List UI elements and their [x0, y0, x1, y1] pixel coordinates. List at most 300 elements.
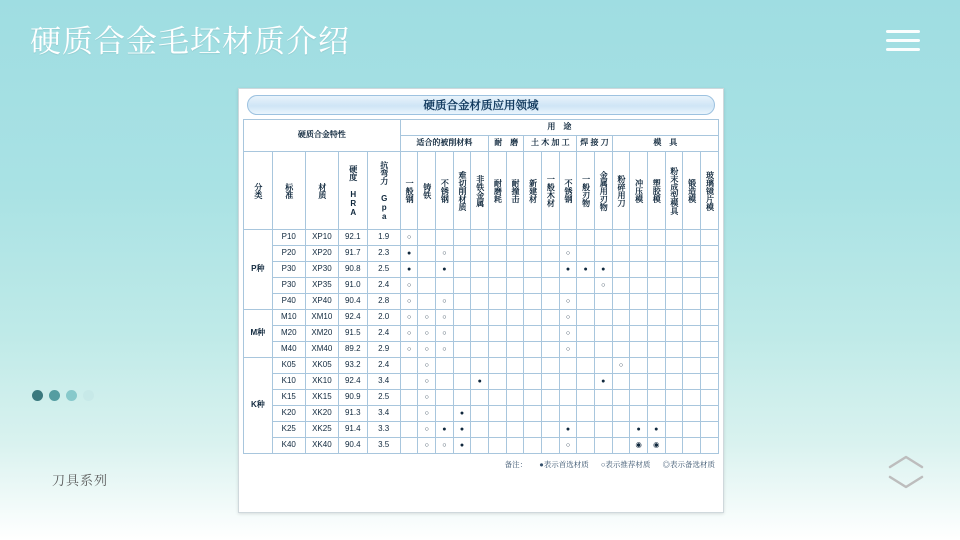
mark-hollow — [425, 440, 429, 449]
cell-mark — [612, 278, 630, 294]
cell-mark — [577, 358, 595, 374]
cell-classification: M种 — [244, 310, 273, 358]
cell-trs: 3.3 — [367, 422, 400, 438]
cell-standard: P20 — [272, 246, 305, 262]
cell-mark — [630, 406, 648, 422]
mark-hollow — [442, 296, 446, 305]
cell-mark — [542, 358, 560, 374]
mark-solid — [566, 264, 570, 273]
cell-mark — [436, 422, 454, 438]
cell-mark — [594, 358, 612, 374]
mark-hollow — [425, 328, 429, 337]
table-row — [244, 406, 719, 422]
cell-mark — [647, 422, 665, 438]
cell-mark — [612, 390, 630, 406]
cell-mark — [559, 262, 577, 278]
mark-solid — [407, 264, 411, 273]
cell-standard: M10 — [272, 310, 305, 326]
cell-mark — [542, 230, 560, 246]
cell-hardness: 90.8 — [338, 262, 367, 278]
chevron-down-icon[interactable] — [886, 472, 926, 492]
legend-item: ●表示首选材质 — [539, 460, 589, 469]
cell-mark — [418, 246, 436, 262]
cell-grade: XK25 — [305, 422, 338, 438]
cell-mark — [524, 230, 542, 246]
cell-standard: K40 — [272, 438, 305, 454]
cell-mark — [700, 278, 718, 294]
cell-mark — [453, 342, 471, 358]
table-row — [244, 310, 719, 326]
mark-hollow — [442, 328, 446, 337]
cell-mark — [630, 230, 648, 246]
cell-mark — [542, 406, 560, 422]
cell-mark — [577, 390, 595, 406]
mark-hollow — [566, 312, 570, 321]
table-body — [244, 230, 719, 454]
cell-mark — [400, 326, 418, 342]
table-row — [244, 390, 719, 406]
cell-mark — [542, 310, 560, 326]
cell-mark — [471, 294, 489, 310]
cell-mark — [489, 358, 507, 374]
mark-solid — [601, 376, 605, 385]
cell-mark — [594, 438, 612, 454]
cell-mark — [559, 326, 577, 342]
cell-mark — [524, 262, 542, 278]
cell-mark — [559, 422, 577, 438]
cell-mark — [418, 390, 436, 406]
cell-mark — [524, 406, 542, 422]
cell-mark — [524, 294, 542, 310]
cell-mark — [453, 278, 471, 294]
cell-mark — [506, 278, 524, 294]
col-stamping-mold: 冲压模 — [630, 152, 648, 230]
hamburger-icon[interactable] — [886, 30, 920, 52]
cell-mark — [577, 326, 595, 342]
cell-mark — [577, 406, 595, 422]
cell-mark — [436, 358, 454, 374]
cell-mark — [400, 262, 418, 278]
cell-mark — [400, 230, 418, 246]
cell-mark — [665, 342, 683, 358]
cell-mark — [700, 342, 718, 358]
cell-mark — [453, 262, 471, 278]
mark-dbl — [653, 440, 660, 449]
cell-mark — [665, 438, 683, 454]
col-new-materials: 新建材 — [524, 152, 542, 230]
cell-trs: 3.5 — [367, 438, 400, 454]
cell-mark — [630, 438, 648, 454]
cell-grade: XP30 — [305, 262, 338, 278]
cell-mark — [647, 246, 665, 262]
cell-standard: P30 — [272, 278, 305, 294]
cell-mark — [453, 246, 471, 262]
cell-mark — [489, 278, 507, 294]
cell-grade: XM10 — [305, 310, 338, 326]
cell-trs: 2.4 — [367, 326, 400, 342]
cell-mark — [683, 278, 701, 294]
cell-mark — [559, 278, 577, 294]
mark-hollow — [442, 248, 446, 257]
cell-standard: K25 — [272, 422, 305, 438]
cell-mark — [630, 246, 648, 262]
chevron-up-icon[interactable] — [886, 452, 926, 472]
cell-mark — [700, 406, 718, 422]
cell-trs: 2.9 — [367, 342, 400, 358]
cell-mark — [683, 342, 701, 358]
cell-mark — [647, 262, 665, 278]
table-legend — [243, 459, 715, 470]
col-general-steel: 一般钢 — [400, 152, 418, 230]
slide-navigation[interactable] — [886, 452, 926, 492]
subgroup-materials: 适合的被削材料 — [400, 136, 488, 152]
cell-mark — [453, 374, 471, 390]
col-powder-mold: 粉末成型模具 — [665, 152, 683, 230]
cell-mark — [630, 358, 648, 374]
cell-mark — [647, 438, 665, 454]
header-right-group: 用 途 — [400, 120, 718, 136]
cell-mark — [630, 342, 648, 358]
cell-grade: XM40 — [305, 342, 338, 358]
cell-mark — [436, 326, 454, 342]
cell-mark — [647, 342, 665, 358]
cell-mark — [418, 438, 436, 454]
cell-mark — [453, 326, 471, 342]
col-hardness: 硬度 HRA — [338, 152, 367, 230]
table-row — [244, 422, 719, 438]
cell-standard: K20 — [272, 406, 305, 422]
cell-mark — [453, 438, 471, 454]
cell-mark — [542, 326, 560, 342]
cell-mark — [400, 246, 418, 262]
mark-hollow — [407, 312, 411, 321]
mark-solid — [442, 264, 446, 273]
table-row — [244, 230, 719, 246]
cell-mark — [700, 438, 718, 454]
cell-mark — [489, 310, 507, 326]
cell-mark — [683, 326, 701, 342]
cell-mark — [665, 246, 683, 262]
cell-mark — [700, 294, 718, 310]
table-header-row — [244, 120, 719, 136]
cell-mark — [577, 246, 595, 262]
cell-mark — [436, 294, 454, 310]
cell-mark — [524, 246, 542, 262]
cell-hardness: 93.2 — [338, 358, 367, 374]
cell-mark — [683, 246, 701, 262]
mark-solid — [584, 264, 588, 273]
cell-mark — [418, 294, 436, 310]
cell-mark — [594, 390, 612, 406]
cell-mark — [489, 406, 507, 422]
cell-mark — [594, 278, 612, 294]
cell-trs: 3.4 — [367, 406, 400, 422]
mark-hollow — [425, 392, 429, 401]
cell-mark — [506, 326, 524, 342]
cell-mark — [700, 230, 718, 246]
cell-mark — [630, 374, 648, 390]
cell-mark — [400, 374, 418, 390]
cell-mark — [471, 326, 489, 342]
cell-mark — [559, 438, 577, 454]
cell-mark — [400, 406, 418, 422]
cell-mark — [436, 390, 454, 406]
progress-dot[interactable] — [49, 390, 60, 401]
cell-mark — [418, 422, 436, 438]
cell-mark — [524, 422, 542, 438]
cell-mark — [577, 422, 595, 438]
cell-grade: XK05 — [305, 358, 338, 374]
cell-mark — [630, 294, 648, 310]
header-left-group: 硬质合金特性 — [244, 120, 401, 152]
cell-mark — [594, 310, 612, 326]
cell-hardness: 91.0 — [338, 278, 367, 294]
cell-hardness: 90.9 — [338, 390, 367, 406]
cell-mark — [524, 278, 542, 294]
cell-mark — [612, 406, 630, 422]
cell-mark — [612, 358, 630, 374]
cell-mark — [577, 310, 595, 326]
cell-mark — [612, 262, 630, 278]
table-row — [244, 326, 719, 342]
col-stainless-steel: 不锈钢 — [436, 152, 454, 230]
cell-mark — [594, 230, 612, 246]
cell-mark — [559, 310, 577, 326]
legend-prefix: 备注： — [504, 460, 528, 469]
cell-mark — [559, 406, 577, 422]
cell-mark — [506, 262, 524, 278]
table-title: 硬质合金材质应用领域 — [247, 95, 715, 115]
table-row — [244, 246, 719, 262]
mark-hollow — [619, 360, 623, 369]
cell-mark — [436, 374, 454, 390]
cell-mark — [471, 230, 489, 246]
cell-hardness: 92.1 — [338, 230, 367, 246]
cell-mark — [700, 422, 718, 438]
cell-grade: XK20 — [305, 406, 338, 422]
cell-mark — [700, 374, 718, 390]
cell-standard: P30 — [272, 262, 305, 278]
col-metal-blade: 金属用刃物 — [594, 152, 612, 230]
cell-trs: 1.9 — [367, 230, 400, 246]
mark-hollow — [425, 312, 429, 321]
cell-mark — [436, 342, 454, 358]
cell-mark — [647, 230, 665, 246]
cell-standard: P10 — [272, 230, 305, 246]
cell-mark — [436, 406, 454, 422]
cell-grade: XP20 — [305, 246, 338, 262]
cell-mark — [577, 278, 595, 294]
cell-mark — [700, 310, 718, 326]
table-row — [244, 438, 719, 454]
cell-mark — [683, 390, 701, 406]
cell-mark — [506, 230, 524, 246]
cell-grade: XM20 — [305, 326, 338, 342]
cell-mark — [506, 438, 524, 454]
progress-dot[interactable] — [32, 390, 43, 401]
cell-mark — [594, 406, 612, 422]
mark-hollow — [407, 328, 411, 337]
cell-mark — [577, 374, 595, 390]
cell-grade: XK15 — [305, 390, 338, 406]
cell-grade: XK40 — [305, 438, 338, 454]
cell-mark — [471, 262, 489, 278]
cell-mark — [594, 422, 612, 438]
footer-label: 刀具系列 — [52, 473, 109, 488]
cell-mark — [418, 230, 436, 246]
cell-mark — [524, 358, 542, 374]
legend-item: ◎表示备选材质 — [662, 460, 715, 469]
cell-mark — [418, 310, 436, 326]
cell-mark — [453, 422, 471, 438]
cell-mark — [612, 294, 630, 310]
cell-standard: K10 — [272, 374, 305, 390]
hamburger-bar — [886, 39, 920, 42]
cell-mark — [436, 310, 454, 326]
table-row — [244, 278, 719, 294]
cell-mark — [647, 278, 665, 294]
cell-mark — [542, 390, 560, 406]
cell-mark — [683, 422, 701, 438]
cell-mark — [665, 326, 683, 342]
cell-mark — [612, 374, 630, 390]
table-column-row — [244, 152, 719, 230]
mark-hollow — [425, 424, 429, 433]
cell-mark — [647, 406, 665, 422]
cell-mark — [647, 326, 665, 342]
cell-mark — [524, 374, 542, 390]
progress-dot[interactable] — [66, 390, 77, 401]
mark-solid — [460, 440, 464, 449]
mark-hollow — [425, 360, 429, 369]
cell-hardness: 91.3 — [338, 406, 367, 422]
subgroup-molds: 模 具 — [612, 136, 718, 152]
cell-mark — [436, 246, 454, 262]
cell-mark — [400, 278, 418, 294]
cell-trs: 3.4 — [367, 374, 400, 390]
cell-mark — [418, 358, 436, 374]
cell-mark — [577, 262, 595, 278]
cell-mark — [471, 278, 489, 294]
mark-solid — [566, 424, 570, 433]
cell-mark — [436, 438, 454, 454]
progress-dot[interactable] — [83, 390, 94, 401]
mark-solid — [654, 424, 658, 433]
table-row — [244, 342, 719, 358]
cell-mark — [683, 374, 701, 390]
cell-mark — [630, 310, 648, 326]
cell-mark — [559, 358, 577, 374]
cell-mark — [700, 262, 718, 278]
cell-mark — [665, 310, 683, 326]
cell-mark — [612, 246, 630, 262]
cell-mark — [524, 438, 542, 454]
cell-mark — [542, 422, 560, 438]
cell-mark — [418, 278, 436, 294]
cell-mark — [594, 374, 612, 390]
cell-mark — [577, 342, 595, 358]
cell-grade: XK10 — [305, 374, 338, 390]
cell-mark — [524, 342, 542, 358]
mark-hollow — [407, 344, 411, 353]
cell-mark — [506, 406, 524, 422]
cell-mark — [542, 278, 560, 294]
cell-mark — [453, 390, 471, 406]
col-hard-to-cut: 难切削材质 — [453, 152, 471, 230]
cell-mark — [506, 342, 524, 358]
mark-hollow — [601, 280, 605, 289]
cell-mark — [630, 262, 648, 278]
cell-mark — [559, 246, 577, 262]
cell-mark — [506, 294, 524, 310]
cell-hardness: 91.4 — [338, 422, 367, 438]
table-row — [244, 262, 719, 278]
cell-mark — [683, 438, 701, 454]
table-card — [238, 88, 724, 513]
cell-mark — [453, 310, 471, 326]
cell-mark — [542, 374, 560, 390]
mark-dbl — [635, 440, 642, 449]
cell-mark — [630, 390, 648, 406]
table-row — [244, 294, 719, 310]
cell-mark — [471, 406, 489, 422]
cell-mark — [630, 326, 648, 342]
cell-mark — [665, 390, 683, 406]
cell-mark — [453, 230, 471, 246]
col-general-blade: 一般刃物 — [577, 152, 595, 230]
cell-hardness: 91.5 — [338, 326, 367, 342]
col-crusher-blade: 粉碎用刀 — [612, 152, 630, 230]
cell-hardness: 90.4 — [338, 294, 367, 310]
cell-grade: XP10 — [305, 230, 338, 246]
cell-trs: 2.5 — [367, 390, 400, 406]
cell-mark — [612, 326, 630, 342]
subgroup-wear: 耐 磨 — [489, 136, 524, 152]
cell-mark — [400, 342, 418, 358]
cell-mark — [630, 422, 648, 438]
mark-hollow — [566, 328, 570, 337]
cell-trs: 2.0 — [367, 310, 400, 326]
cell-mark — [542, 246, 560, 262]
cell-mark — [665, 278, 683, 294]
cell-grade: XP40 — [305, 294, 338, 310]
cell-mark — [612, 438, 630, 454]
cell-mark — [453, 358, 471, 374]
cell-mark — [542, 438, 560, 454]
cell-mark — [665, 294, 683, 310]
cell-trs: 2.5 — [367, 262, 400, 278]
cell-mark — [577, 230, 595, 246]
cell-mark — [400, 294, 418, 310]
cell-mark — [506, 246, 524, 262]
cell-mark — [506, 390, 524, 406]
cell-mark — [471, 246, 489, 262]
col-forging-mold: 锻造模 — [683, 152, 701, 230]
cell-mark — [489, 294, 507, 310]
page-title: 硬质合金毛坯材质介绍 — [30, 24, 350, 59]
cell-trs: 2.4 — [367, 278, 400, 294]
cell-mark — [542, 342, 560, 358]
cell-mark — [489, 342, 507, 358]
cell-mark — [665, 374, 683, 390]
cell-mark — [612, 342, 630, 358]
cell-mark — [489, 438, 507, 454]
cell-mark — [400, 438, 418, 454]
cell-mark — [418, 406, 436, 422]
cell-hardness: 92.4 — [338, 374, 367, 390]
cell-standard: K05 — [272, 358, 305, 374]
cell-mark — [489, 230, 507, 246]
